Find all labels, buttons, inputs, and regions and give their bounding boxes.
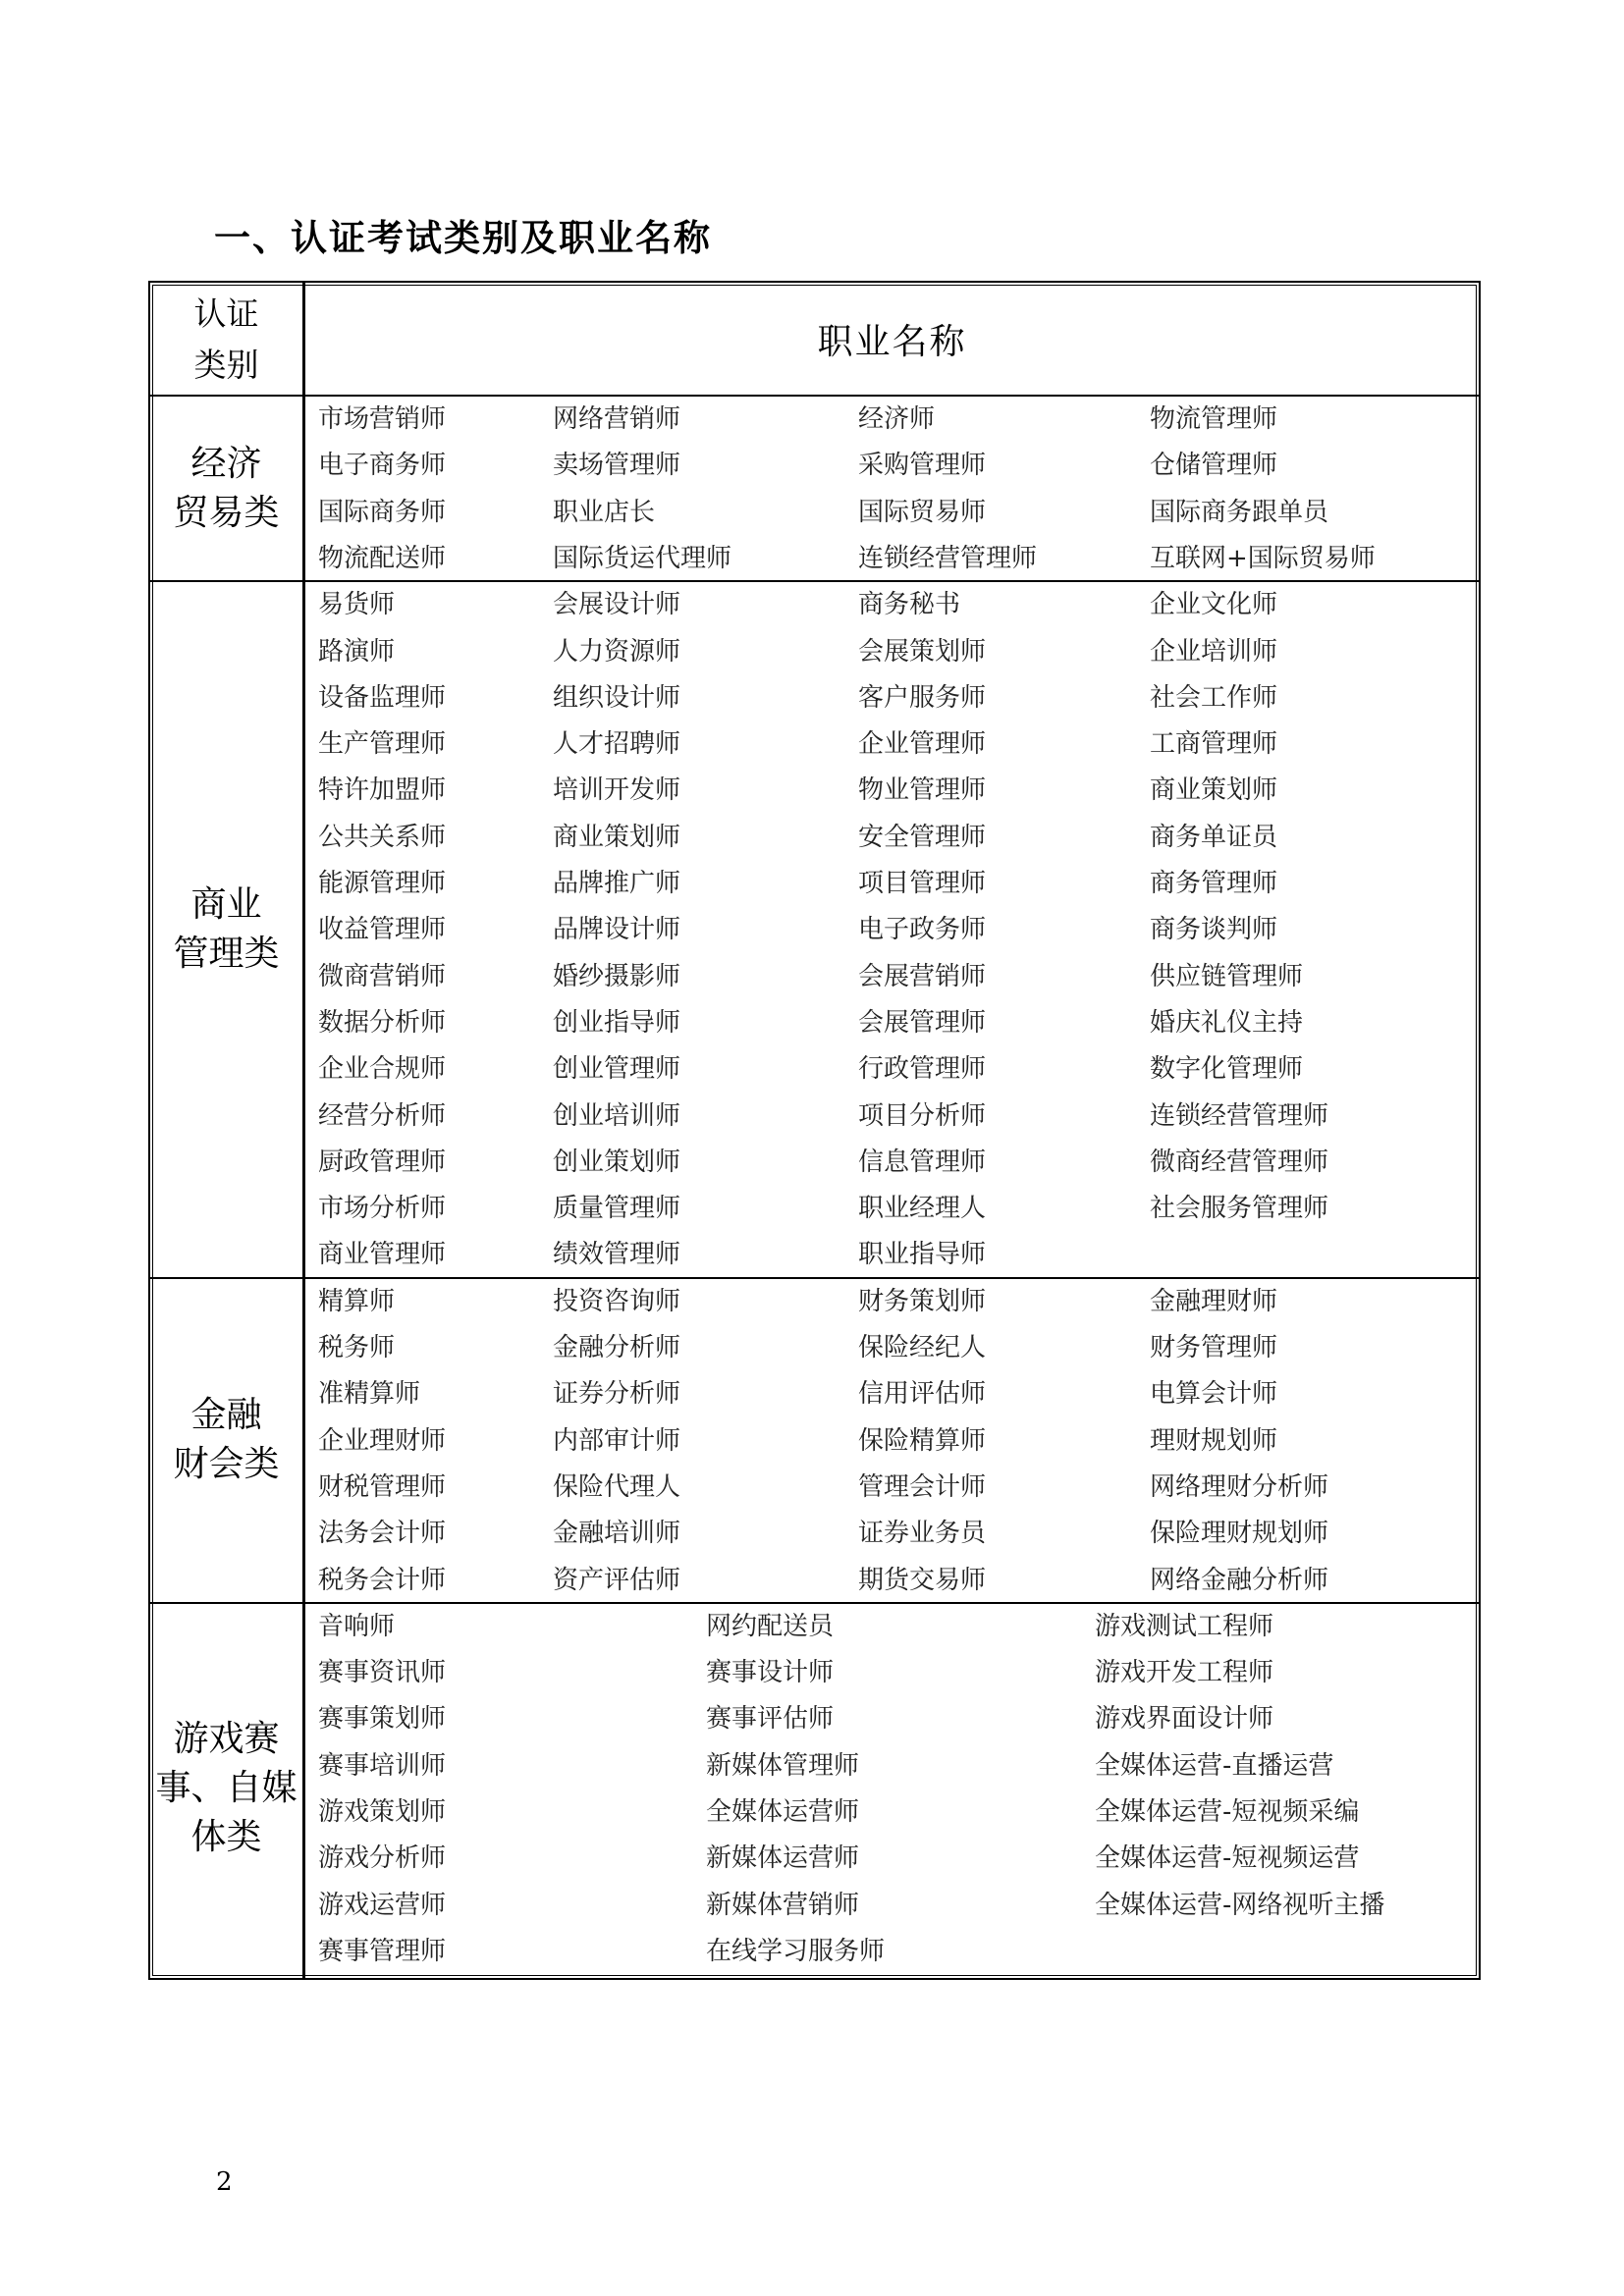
category-label: 财会类 [173,1444,280,1485]
occupation-name: 金融分析师 [553,1333,681,1362]
occupation-name: 会展管理师 [858,1007,987,1038]
occupation-name: 商务管理师 [1150,869,1278,898]
occupation-name: 税务会计师 [318,1565,447,1595]
occupation-name: 商务谈判师 [1150,915,1278,945]
occupation-name: 路演师 [318,636,396,667]
occupation-name: 社会服务管理师 [1150,1194,1329,1224]
occupation-name: 社会工作师 [1150,682,1278,713]
occupation-name: 市场分析师 [318,1194,447,1224]
category-cell-business-management [150,581,302,1278]
occupation-name: 证券业务员 [858,1519,987,1549]
occupation-name: 企业培训师 [1150,636,1278,667]
category-label: 金融 [190,1395,262,1436]
occupation-name: 信息管理师 [858,1147,987,1177]
occupation-name: 品牌推广师 [553,869,681,898]
occupation-name: 物流配送师 [318,543,447,573]
occupation-name: 在线学习服务师 [706,1936,886,1966]
occupation-name: 金融理财师 [1150,1286,1278,1316]
occupation-name: 国际货运代理师 [553,543,732,573]
occupation-name: 赛事设计师 [706,1658,835,1688]
occupation-name: 微商营销师 [318,961,447,991]
occupation-name: 商务单证员 [1150,822,1278,852]
occupation-name: 网络营销师 [553,404,681,434]
occupation-name: 培训开发师 [553,775,681,806]
occupation-name: 特许加盟师 [318,775,447,806]
row-divider [150,395,1479,397]
occupation-name: 品牌设计师 [553,915,681,945]
occupation-name: 微商经营管理师 [1150,1147,1329,1177]
occupation-name: 赛事管理师 [318,1936,447,1966]
occupation-name: 证券分析师 [553,1379,681,1410]
row-divider [150,580,1479,582]
occupation-name: 财务策划师 [858,1286,987,1316]
occupation-name: 全媒体运营师 [706,1797,860,1827]
occupation-name: 法务会计师 [318,1519,447,1549]
occupation-name: 全媒体运营-短视频采编 [1095,1797,1360,1827]
row-divider [150,1277,1479,1279]
occupation-name: 全媒体运营-直播运营 [1095,1750,1334,1781]
occupation-name: 金融培训师 [553,1519,681,1549]
occupation-name: 新媒体管理师 [706,1750,860,1781]
occupation-name: 投资咨询师 [553,1286,681,1316]
occupation-name: 电算会计师 [1150,1379,1278,1410]
occupation-name: 网络金融分析师 [1150,1565,1329,1595]
occupation-name: 信用评估师 [858,1379,987,1410]
occupation-name: 组织设计师 [553,682,681,713]
occupation-name: 游戏分析师 [318,1843,447,1874]
row-divider [150,1602,1479,1604]
occupation-name: 理财规划师 [1150,1425,1278,1456]
occupation-name: 游戏测试工程师 [1095,1611,1274,1641]
category-label: 管理类 [173,933,280,974]
occupation-name: 企业理财师 [318,1425,447,1456]
occupation-name: 赛事培训师 [318,1750,447,1781]
occupation-name: 商业策划师 [553,822,681,852]
occupation-name: 创业策划师 [553,1147,681,1177]
occupation-name: 企业文化师 [1150,590,1278,620]
category-label: 游戏赛 [173,1718,280,1759]
occupation-name: 电子政务师 [858,915,987,945]
occupation-name: 内部审计师 [553,1425,681,1456]
occupation-name: 网约配送员 [706,1611,835,1641]
occupation-name: 职业店长 [553,497,656,527]
occupation-name: 创业培训师 [553,1100,681,1131]
occupation-name: 项目管理师 [858,869,987,898]
occupation-name: 游戏运营师 [318,1890,447,1920]
occupation-name: 保险精算师 [858,1425,987,1456]
occupation-name: 连锁经营管理师 [858,543,1038,573]
category-cell-game-esports-media [150,1603,302,1974]
occupation-name: 财务管理师 [1150,1333,1278,1362]
category-label: 商业 [190,883,262,925]
page-title: 一、认证考试类别及职业名称 [214,217,712,259]
occupation-name: 绩效管理师 [553,1240,681,1270]
occupation-name: 物业管理师 [858,775,987,806]
occupation-name: 经济师 [858,404,936,434]
occupation-name: 质量管理师 [553,1194,681,1224]
occupation-name: 全媒体运营-短视频运营 [1095,1843,1360,1874]
occupation-name: 保险理财规划师 [1150,1519,1329,1549]
occupation-name: 婚纱摄影师 [553,961,681,991]
occupation-name: 会展营销师 [858,961,987,991]
occupation-name: 保险代理人 [553,1471,681,1502]
header-category-line1: 认证 [193,294,259,333]
occupation-name: 管理会计师 [858,1471,987,1502]
occupation-name: 赛事资讯师 [318,1658,447,1688]
header-category-cell [150,283,302,396]
occupation-name: 精算师 [318,1286,396,1316]
occupation-name: 采购管理师 [858,451,987,481]
occupation-name: 易货师 [318,590,396,620]
occupation-name: 新媒体营销师 [706,1890,860,1920]
category-cell-finance-accounting [150,1278,302,1603]
occupation-name: 会展设计师 [553,590,681,620]
occupation-name: 设备监理师 [318,682,447,713]
occupation-name: 人才招聘师 [553,729,681,760]
occupation-name: 游戏策划师 [318,1797,447,1827]
occupation-name: 婚庆礼仪主持 [1150,1007,1304,1038]
occupation-name: 供应链管理师 [1150,961,1304,991]
occupation-name: 企业管理师 [858,729,987,760]
occupation-name: 市场营销师 [318,404,447,434]
occupation-name: 职业经理人 [858,1194,987,1224]
occupation-name: 安全管理师 [858,822,987,852]
occupation-name: 客户服务师 [858,682,987,713]
category-label: 经济 [190,443,262,484]
occupation-name: 国际商务跟单员 [1150,497,1329,527]
occupation-name: 网络理财分析师 [1150,1471,1329,1502]
occupation-name: 企业合规师 [318,1054,447,1085]
occupation-name: 行政管理师 [858,1054,987,1085]
occupation-name: 连锁经营管理师 [1150,1100,1329,1131]
occupation-name: 公共关系师 [318,822,447,852]
occupation-name: 生产管理师 [318,729,447,760]
column-divider [302,283,305,1978]
occupation-name: 收益管理师 [318,915,447,945]
occupation-name: 物流管理师 [1150,404,1278,434]
occupation-name: 互联网+国际贸易师 [1150,543,1376,573]
occupation-name: 准精算师 [318,1379,421,1410]
occupation-name: 游戏开发工程师 [1095,1658,1274,1688]
occupation-name: 能源管理师 [318,869,447,898]
category-label: 事、自媒 [155,1767,298,1808]
occupation-name: 创业指导师 [553,1007,681,1038]
occupation-name: 期货交易师 [858,1565,987,1595]
occupation-name: 新媒体运营师 [706,1843,860,1874]
occupation-name: 商业策划师 [1150,775,1278,806]
header-category-line2: 类别 [193,345,259,384]
certification-table [148,281,1481,1980]
occupation-name: 创业管理师 [553,1054,681,1085]
occupation-name: 数字化管理师 [1150,1054,1304,1085]
occupation-name: 财税管理师 [318,1471,447,1502]
occupation-name: 赛事评估师 [706,1704,835,1735]
occupation-name: 经营分析师 [318,1100,447,1131]
occupation-name: 保险经纪人 [858,1333,987,1362]
occupation-name: 国际贸易师 [858,497,987,527]
occupation-name: 数据分析师 [318,1007,447,1038]
occupation-name: 厨政管理师 [318,1147,447,1177]
occupation-name: 工商管理师 [1150,729,1278,760]
occupation-name: 国际商务师 [318,497,447,527]
occupation-name: 人力资源师 [553,636,681,667]
occupation-name: 项目分析师 [858,1100,987,1131]
category-label: 体类 [190,1816,262,1857]
occupation-name: 资产评估师 [553,1565,681,1595]
occupation-name: 会展策划师 [858,636,987,667]
occupation-name: 卖场管理师 [553,451,681,481]
header-occupation-title: 职业名称 [817,322,967,362]
occupation-name: 税务师 [318,1333,396,1362]
occupation-name: 仓储管理师 [1150,451,1278,481]
page-number: 2 [216,2167,233,2197]
occupation-name: 职业指导师 [858,1240,987,1270]
category-cell-economy-trade [150,396,302,581]
occupation-name: 游戏界面设计师 [1095,1704,1274,1735]
category-label: 贸易类 [173,492,280,533]
occupation-name: 商务秘书 [858,590,961,620]
occupation-name: 音响师 [318,1611,396,1641]
occupation-name: 全媒体运营-网络视听主播 [1095,1890,1385,1920]
occupation-name: 商业管理师 [318,1240,447,1270]
occupation-name: 电子商务师 [318,451,447,481]
occupation-name: 赛事策划师 [318,1704,447,1735]
